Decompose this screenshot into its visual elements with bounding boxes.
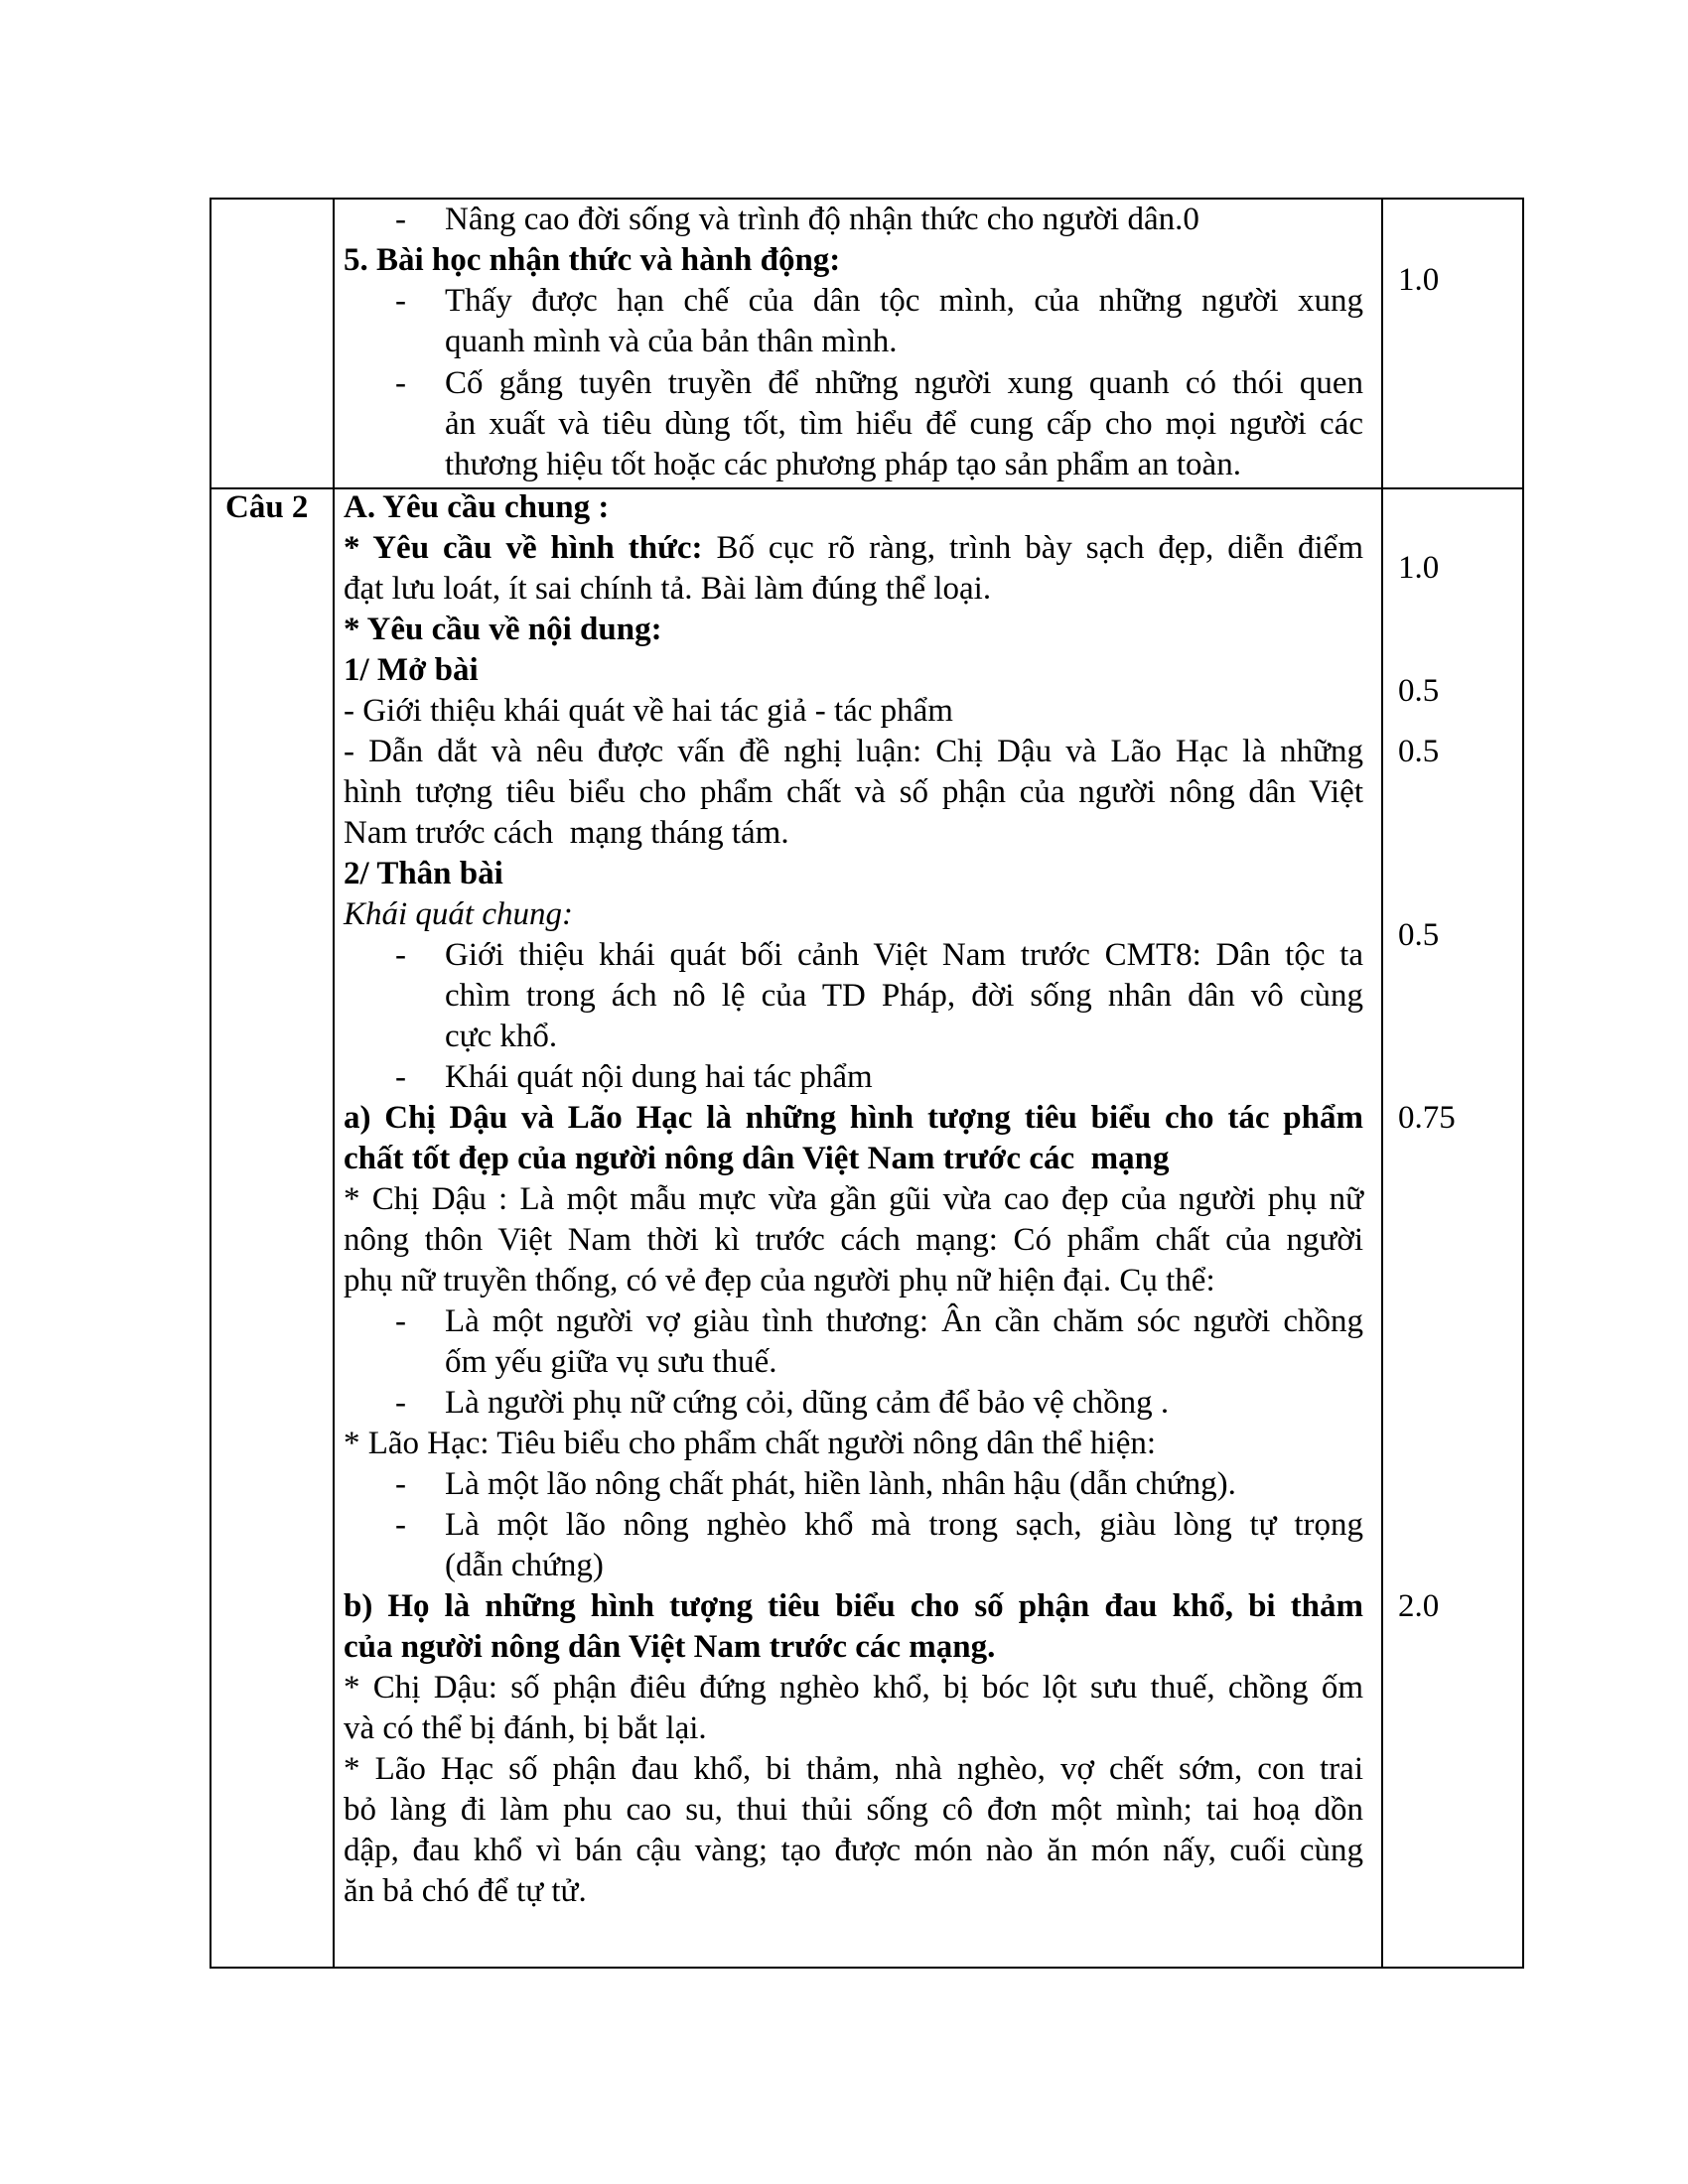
row1-bullet-2-line-2: quanh mình và của bản thân mình.: [445, 324, 898, 359]
overview-bullet-1-line-3: cực khổ.: [445, 1019, 558, 1054]
lao-hac-bullet-1: Là một lão nông chất phát, hiền lành, nhân hậu (dẫn chứng).: [445, 1466, 1236, 1502]
intro-point-2-line-2: hình tượng tiêu biểu cho phẩm chất và số phận của người nông dân Việt: [344, 774, 1363, 810]
bullet-dash: -: [395, 937, 406, 973]
bullet-dash: -: [395, 1059, 406, 1095]
chi-dau-intro-line-3: phụ nữ truyền thống, có vẻ đẹp của người phụ nữ hiện đại. Cụ thể:: [344, 1263, 1215, 1298]
lao-hac-fate-line-1: * Lão Hạc số phận đau khổ, bi thảm, nhà nghèo, vợ chết sớm, con trai: [344, 1751, 1363, 1787]
lao-hac-fate-line-4: ăn bả chó để tự tử.: [344, 1873, 587, 1909]
score: 1.0: [1398, 550, 1440, 586]
lao-hac-fate-line-2: bỏ làng đi làm phu cao su, thui thủi sống cô đơn một mình; tai hoạ dồn: [344, 1792, 1363, 1828]
chi-dau-fate-line-2: và có thể bị đánh, bị bắt lại.: [344, 1710, 707, 1746]
score: 0.5: [1398, 917, 1440, 953]
intro-point-1: - Giới thiệu khái quát về hai tác giả - tác phẩm: [344, 693, 953, 729]
lao-hac-fate-line-3: dập, đau khổ vì bán cậu vàng; tạo được món nào ăn món nấy, cuối cùng: [344, 1833, 1363, 1868]
lao-hac-intro: * Lão Hạc: Tiêu biểu cho phẩm chất người nông dân thể hiện:: [344, 1426, 1157, 1461]
score: 0.75: [1398, 1100, 1456, 1136]
intro-point-2-line-3: Nam trước cách mạng tháng tám.: [344, 815, 789, 851]
chi-dau-intro-line-1: * Chị Dậu : Là một mẫu mực vừa gần gũi vừa cao đẹp của người phụ nữ: [344, 1181, 1363, 1217]
bullet-dash: -: [395, 1303, 406, 1339]
general-overview-label: Khái quát chung:: [344, 896, 573, 932]
heading-general-requirements: A. Yêu cầu chung :: [344, 489, 610, 525]
column-divider-score: [1381, 200, 1383, 1967]
section-b-heading-line-1: b) Họ là những hình tượng tiêu biểu cho số phận đau khổ, bi thảm: [344, 1588, 1363, 1624]
score: 0.5: [1398, 673, 1440, 709]
bullet-dash: -: [395, 1466, 406, 1502]
chi-dau-bullet-1-line-2: ốm yếu giữa vụ sưu thuế.: [445, 1344, 777, 1380]
bullet-dash: -: [395, 202, 406, 237]
lao-hac-bullet-2-line-1: Là một lão nông nghèo khổ mà trong sạch, giàu lòng tự trọng: [445, 1507, 1363, 1543]
section-a-heading-line-1: a) Chị Dậu và Lão Hạc là những hình tượng tiêu biểu cho tác phẩm: [344, 1100, 1363, 1136]
overview-bullet-2: Khái quát nội dung hai tác phẩm: [445, 1059, 873, 1095]
heading-content-requirements: * Yêu cầu về nội dung:: [344, 612, 662, 647]
score: 1.0: [1398, 262, 1440, 298]
score: 0.5: [1398, 734, 1440, 769]
section-a-heading-line-2: chất tốt đẹp của người nông dân Việt Nam trước các mạng: [344, 1141, 1170, 1176]
section-b-heading-line-2: của người nông dân Việt Nam trước các mạng.: [344, 1629, 996, 1665]
row1-bullet-3-line-3: thương hiệu tốt hoặc các phương pháp tạo sản phẩm an toàn.: [445, 447, 1241, 482]
chi-dau-intro-line-2: nông thôn Việt Nam thời kì trước cách mạng: Có phẩm chất của người: [344, 1222, 1363, 1258]
intro-point-2-line-1: - Dẫn dắt và nêu được vấn đề nghị luận: Chị Dậu và Lão Hạc là những: [344, 734, 1363, 769]
row1-heading-lesson: 5. Bài học nhận thức và hành động:: [344, 242, 841, 278]
chi-dau-bullet-1-line-1: Là một người vợ giàu tình thương: Ân cần chăm sóc người chồng: [445, 1303, 1363, 1339]
bullet-dash: -: [395, 283, 406, 319]
row1-bullet-1: Nâng cao đời sống và trình độ nhận thức cho người dân.0: [445, 202, 1199, 237]
bullet-dash: -: [395, 1385, 406, 1421]
heading-body: 2/ Thân bài: [344, 856, 503, 891]
row1-bullet-2-line-1: Thấy được hạn chế của dân tộc mình, của những người xung: [445, 283, 1363, 319]
chi-dau-bullet-2: Là người phụ nữ cứng cỏi, dũng cảm để bảo vệ chồng .: [445, 1385, 1170, 1421]
row1-bullet-3-line-2: ản xuất và tiêu dùng tốt, tìm hiểu để cung cấp cho mọi người các: [445, 406, 1363, 442]
bullet-dash: -: [395, 1507, 406, 1543]
question-label: Câu 2: [225, 489, 309, 525]
lao-hac-bullet-2-line-2: (dẫn chứng): [445, 1548, 604, 1583]
chi-dau-fate-line-1: * Chị Dậu: số phận điêu đứng nghèo khổ, bị bóc lột sưu thuế, chồng ốm: [344, 1670, 1363, 1706]
bullet-dash: -: [395, 365, 406, 401]
form-requirement-line-1: * Yêu cầu về hình thức: Bố cục rõ ràng, trình bày sạch đẹp, diễn điểm: [344, 530, 1363, 566]
heading-introduction: 1/ Mở bài: [344, 652, 479, 688]
row1-bullet-3-line-1: Cố gắng tuyên truyền để những người xung quanh có thói quen: [445, 365, 1363, 401]
overview-bullet-1-line-1: Giới thiệu khái quát bối cảnh Việt Nam trước CMT8: Dân tộc ta: [445, 937, 1363, 973]
score: 2.0: [1398, 1588, 1440, 1624]
form-requirement-line-2: đạt lưu loát, ít sai chính tả. Bài làm đúng thể loại.: [344, 571, 992, 607]
column-divider-question: [333, 200, 335, 1967]
overview-bullet-1-line-2: chìm trong ách nô lệ của TD Pháp, đời sống nhân dân vô cùng: [445, 978, 1363, 1014]
